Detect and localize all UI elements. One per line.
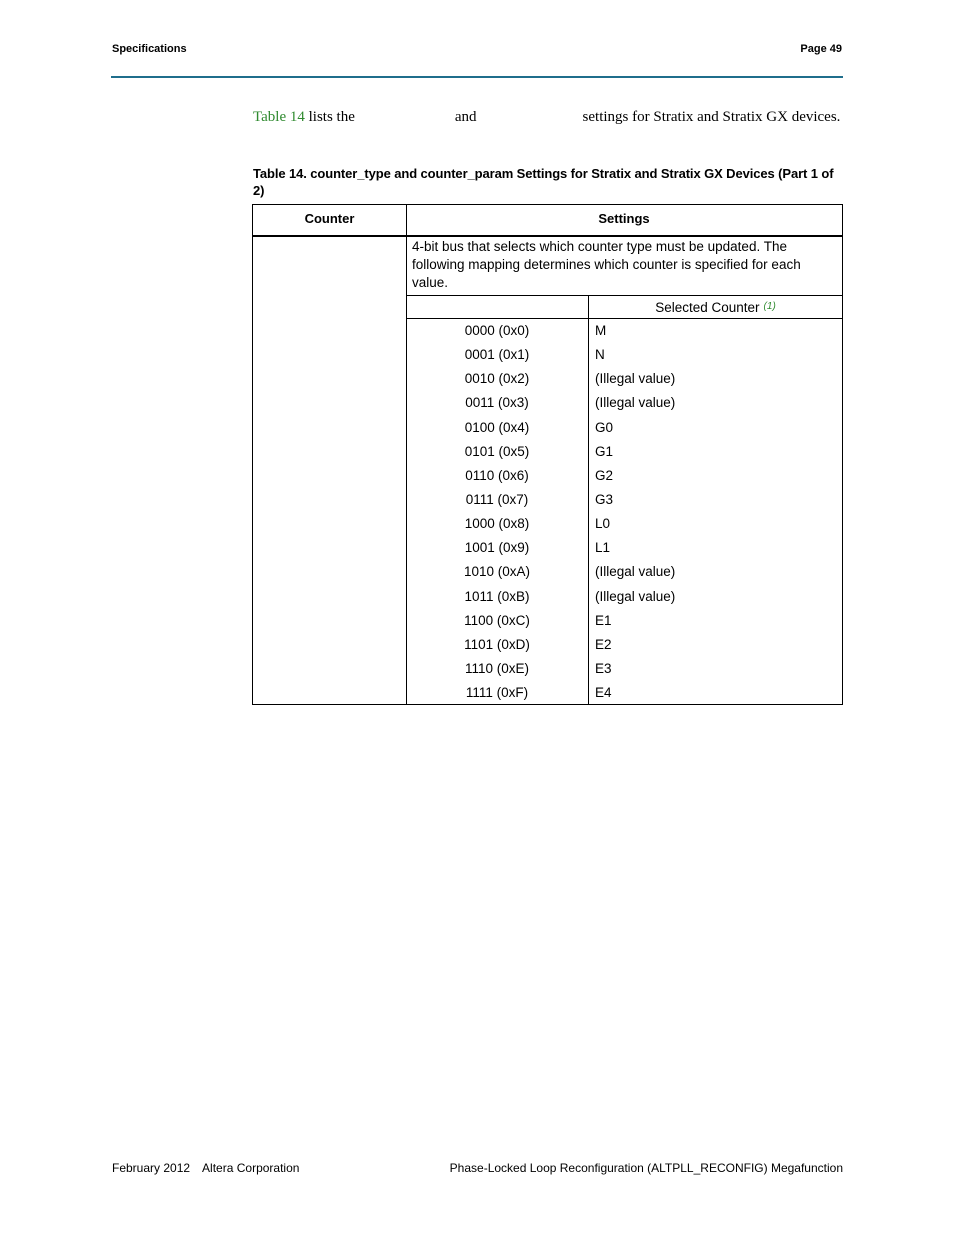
selected-counter-header	[589, 297, 842, 317]
row-value: 1001 (0x9)	[464, 540, 530, 556]
table-row	[406, 440, 842, 464]
row-value: 0111 (0x7)	[465, 491, 529, 507]
table-row	[406, 416, 842, 440]
column-header-counter: Counter	[304, 211, 355, 226]
intro-text-2: and	[454, 109, 477, 125]
row-counter: G2	[595, 467, 614, 483]
row-value: 0010 (0x2)	[464, 371, 530, 387]
selected-counter-label: Selected Counter	[655, 300, 760, 315]
row-value: 1101 (0xD)	[464, 636, 530, 652]
table-row	[406, 536, 842, 560]
row-value: 1110 (0xE)	[464, 660, 530, 676]
intro-text-3: settings for Stratix and Stratix GX devices.	[582, 109, 841, 125]
table-header-row	[253, 205, 842, 237]
row-value: 1100 (0xC)	[464, 612, 530, 628]
intro-text-1: lists the	[304, 109, 355, 125]
footer-left	[112, 1161, 299, 1175]
header-page-number: Page 49	[800, 43, 842, 55]
column-header-settings: Settings	[598, 211, 650, 226]
row-counter: G1	[595, 443, 614, 459]
row-counter: E2	[595, 636, 612, 652]
footnote-ref[interactable]: (1)	[763, 301, 776, 312]
row-value: 0100 (0x4)	[464, 419, 530, 435]
row-counter: L0	[595, 516, 611, 532]
row-counter: N	[595, 347, 605, 363]
table-row	[406, 367, 842, 391]
table-caption: Table 14. counter_type and counter_param Settings for Stratix and Stratix GX Devices (Part 1 of 2)	[253, 166, 834, 198]
table-row	[406, 488, 842, 512]
table-row	[406, 343, 842, 367]
row-value: 1000 (0x8)	[464, 516, 530, 532]
table-row	[406, 319, 842, 343]
row-counter: (Illegal value)	[595, 371, 676, 387]
table-row	[406, 681, 842, 705]
row-counter: (Illegal value)	[595, 588, 676, 604]
row-counter: (Illegal value)	[595, 564, 676, 580]
row-counter: L1	[595, 540, 611, 556]
row-counter: G0	[595, 419, 614, 435]
row-value: 1111 (0xF)	[465, 685, 529, 701]
table-14-link[interactable]: Table 14	[253, 109, 305, 125]
row-value: 1011 (0xB)	[464, 588, 530, 604]
table-row	[406, 512, 842, 536]
row-divider	[406, 295, 842, 296]
row-value: 0011 (0x3)	[465, 395, 529, 411]
table-row	[406, 560, 842, 584]
table-row	[406, 633, 842, 657]
row-counter: E1	[595, 612, 612, 628]
row-counter: E4	[595, 685, 612, 701]
footer-title: Phase-Locked Loop Reconfiguration (ALTPLL_RECONFIG) Megafunction	[449, 1161, 843, 1175]
row-counter: (Illegal value)	[595, 395, 676, 411]
row-value: 0110 (0x6)	[465, 467, 529, 483]
row-value: 0000 (0x0)	[464, 323, 530, 338]
row-counter: E3	[595, 660, 612, 676]
row-value: 0001 (0x1)	[464, 347, 530, 363]
footer-date: February 2012	[112, 1161, 191, 1175]
table-row	[406, 609, 842, 633]
row-counter: G3	[595, 491, 614, 507]
settings-table	[252, 204, 843, 705]
header-rule	[111, 76, 843, 78]
row-value: 0101 (0x5)	[464, 443, 530, 459]
mapping-rows	[406, 319, 842, 705]
table-row	[406, 585, 842, 609]
header-section: Specifications	[112, 43, 187, 55]
settings-description: 4-bit bus that selects which counter type must be updated. The following mapping determines which counter is specified for each value.	[412, 239, 801, 290]
table-row	[406, 391, 842, 415]
table-row	[406, 464, 842, 488]
row-counter: M	[595, 323, 607, 338]
footer-company: Altera Corporation	[202, 1161, 300, 1175]
row-value: 1010 (0xA)	[463, 564, 531, 580]
intro-paragraph	[253, 107, 843, 127]
table-row	[406, 657, 842, 681]
